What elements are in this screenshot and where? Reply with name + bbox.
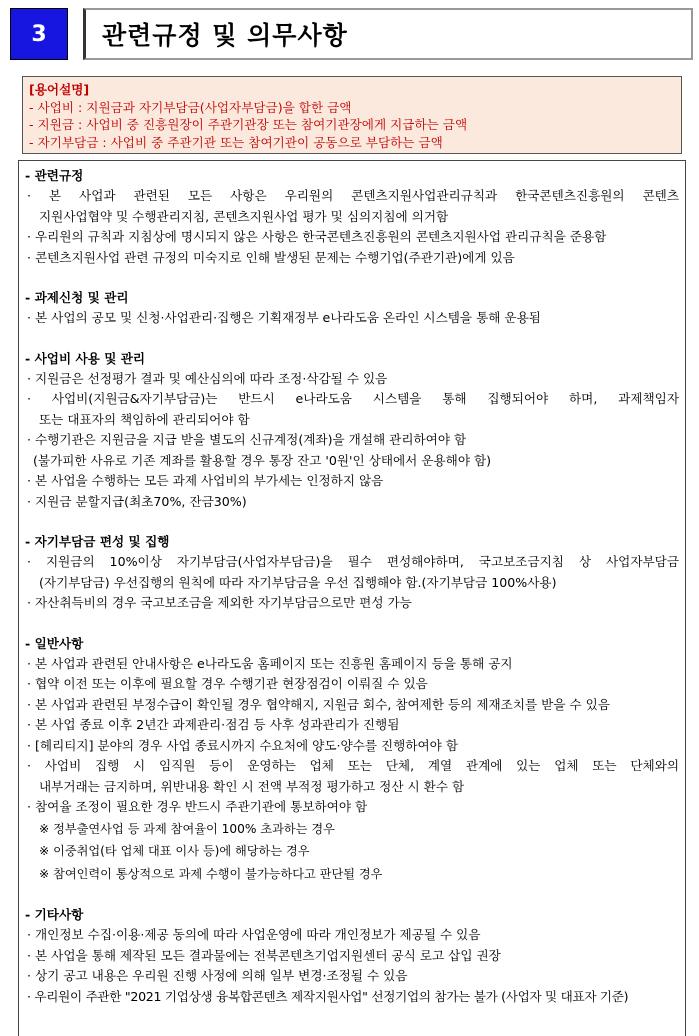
list-item: · 우리원이 주관한 "2021 기업상생 융복합콘텐츠 제작지원사업" 선정기업의 참가는 불가 (사업자 및 대표자 기준) <box>27 988 629 1004</box>
section-header <box>10 8 693 60</box>
list-item: · 본 사업을 통해 제작된 모든 결과물에는 전북콘텐츠기업지원센터 공식 로고 삽입 권장 <box>27 947 501 963</box>
list-item <box>25 756 679 797</box>
list-item-text: · 사업비 집행 시 임직원 등이 운영하는 업체 또는 단체, 계열 관계에 있는 업체 또는 단체와의 <box>27 758 679 773</box>
list-item: · 본 사업과 관련된 부정수급이 확인될 경우 협약해지, 지원금 회수, 참여제한 등의 제재조치를 받을 수 있음 <box>27 696 611 712</box>
note-item: ※ 참여인력이 통상적으로 과제 수행이 불가능하다고 판단될 경우 <box>39 866 383 881</box>
list-item: · [헤리티지] 분야의 경우 사업 종료시까지 수요처에 양도·양수를 진행하여야 함 <box>27 737 458 753</box>
list-item <box>25 552 679 593</box>
list-item: · 본 사업을 수행하는 모든 과제 사업비의 부가세는 인정하지 않음 <box>27 473 384 488</box>
list-item: · 참여율 조정이 필요한 경우 반드시 주관기관에 통보하여야 함 <box>27 799 368 814</box>
list-item <box>25 186 679 227</box>
list-item: · 수행기관은 지원금을 지급 받을 별도의 신규계정(계좌)을 개설해 관리하여야 함 <box>27 432 467 447</box>
list-item-text: · 지원금의 10%이상 자기부담금(사업자부담금)을 필수 편성해야하며, 국고보조금지침 상 사업자부담금 <box>27 554 679 569</box>
terms-line: - 지원금 : 사업비 중 진흥원장이 주관기관장 또는 참여기관장에게 지급하는 금액 <box>29 117 468 132</box>
list-item: · 우리원의 규칙과 지침상에 명시되지 않은 사항은 한국콘텐츠진흥원의 콘텐츠지원사업 관리규칙을 준용함 <box>27 229 607 244</box>
list-item: · 개인정보 수집·이용·제공 동의에 따라 사업운영에 따라 개인정보가 제공될 수 있음 <box>27 927 481 942</box>
list-item: · 자산취득비의 경우 국고보조금을 제외한 자기부담금으로만 편성 가능 <box>27 595 412 610</box>
section-heading-budget: - 사업비 사용 및 관리 <box>25 350 146 366</box>
list-item-text: · 사업비(지원금&자기부담금)는 반드시 e나라도움 시스템을 통해 집행되어야 하며, 과제책임자 <box>27 391 679 406</box>
list-item-continuation: 내부거래는 금지하며, 위반내용 확인 시 전액 부적정 평가하고 정산 시 환수 함 <box>39 778 465 794</box>
note-item: ※ 이중취업(타 업체 대표 이사 등)에 해당하는 경우 <box>39 844 310 858</box>
terms-definition-box <box>22 76 682 154</box>
section-title: 관련규정 및 의무사항 <box>83 8 693 60</box>
list-item: · 본 사업의 공모 및 신청·사업관리·집행은 기획재정부 e나라도움 온라인 시스템을 통해 운용됨 <box>27 310 541 325</box>
list-item-continuation: (자기부담금) 우선집행의 원칙에 따라 자기부담금을 우선 집행해야 함.(자기부담금 100%사용) <box>39 574 557 590</box>
list-item-note: (불가피한 사유로 기존 계좌를 활용할 경우 통장 잔고 '0원'인 상태에서 운용해야 함) <box>33 452 492 468</box>
list-item-text: · 본 사업과 관련된 모든 사항은 우리원의 콘텐츠지원사업관리규칙과 한국콘텐츠진흥원의 콘텐츠 <box>27 188 679 203</box>
list-item-continuation: 지원사업협약 및 수행관리지침, 콘텐츠지원사업 평가 및 심의지침에 의거함 <box>39 208 449 224</box>
list-item: · 본 사업 종료 이후 2년간 과제관리·점검 등 사후 성과관리가 진행됨 <box>27 717 400 732</box>
list-item: · 본 사업과 관련된 안내사항은 e나라도움 홈페이지 또는 진흥원 홈페이지 등을 통해 공지 <box>27 655 513 671</box>
terms-line: - 사업비 : 지원금과 자기부담금(사업자부담금)을 합한 금액 <box>29 99 352 115</box>
list-item: · 상기 공고 내용은 우리원 진행 사정에 의해 일부 변경·조정될 수 있음 <box>27 968 408 983</box>
section-heading-self-funding: - 자기부담금 편성 및 집행 <box>25 534 170 549</box>
terms-heading: [용어설명] <box>29 82 90 97</box>
list-item: · 지원금 분할지급(최초70%, 잔금30%) <box>27 493 247 509</box>
regulations-content-box <box>18 160 686 1036</box>
list-item <box>25 389 679 430</box>
section-heading-general: - 일반사항 <box>25 635 84 651</box>
terms-line: - 자기부담금 : 사업비 중 주관기관 또는 참여기관이 공동으로 부담하는 금액 <box>29 134 443 150</box>
section-heading-others: - 기타사항 <box>25 907 84 922</box>
section-heading-application: - 과제신청 및 관리 <box>25 290 129 305</box>
list-item: · 협약 이전 또는 이후에 필요할 경우 수행기관 현장점검이 이뤄질 수 있음 <box>27 676 428 691</box>
note-item: ※ 정부출연사업 등 과제 참여율이 100% 초과하는 경우 <box>39 821 335 836</box>
section-number-badge: 3 <box>10 8 68 60</box>
list-item-continuation: 또는 대표자의 책임하에 관리되어야 함 <box>39 411 250 427</box>
list-item: · 지원금은 선정평가 결과 및 예산심의에 따라 조정·삭감될 수 있음 <box>27 370 388 386</box>
list-item: · 콘텐츠지원사업 관련 규정의 미숙지로 인해 발생된 문제는 수행기업(주관기관)에게 있음 <box>27 249 515 265</box>
section-heading-regulations: - 관련규정 <box>25 168 84 183</box>
